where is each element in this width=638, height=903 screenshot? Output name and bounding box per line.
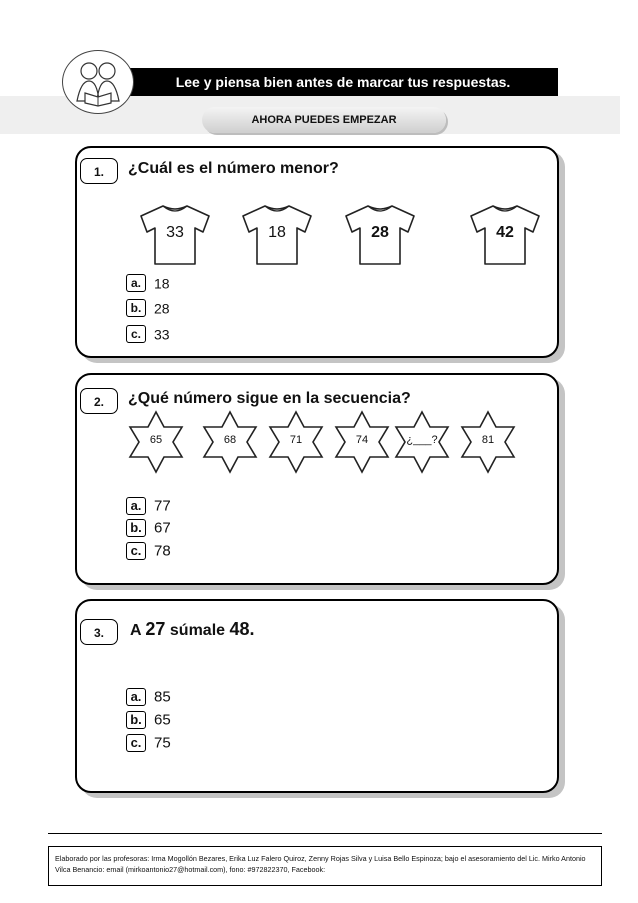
question-1-number: 1. bbox=[80, 158, 118, 184]
question-1-option-b[interactable] bbox=[126, 298, 170, 316]
children-reading-logo bbox=[62, 50, 134, 114]
option-letter: b. bbox=[126, 519, 146, 537]
option-value: 18 bbox=[154, 275, 170, 292]
option-value: 67 bbox=[154, 519, 171, 537]
option-value: 33 bbox=[154, 326, 170, 343]
star-number: 71 bbox=[289, 434, 303, 446]
option-letter: a. bbox=[126, 497, 146, 515]
option-letter: c. bbox=[126, 542, 146, 560]
option-letter: c. bbox=[126, 325, 146, 343]
question-1-text: ¿Cuál es el número menor? bbox=[128, 160, 339, 177]
shirt-28 bbox=[342, 202, 418, 268]
option-letter: c. bbox=[126, 734, 146, 752]
star-number: 74 bbox=[355, 434, 369, 446]
star-number: 81 bbox=[481, 434, 495, 446]
question-3-text bbox=[130, 619, 255, 640]
option-value: 75 bbox=[154, 734, 171, 752]
option-letter: b. bbox=[126, 711, 146, 729]
shirt-33 bbox=[137, 202, 213, 268]
question-3-number-a: 27 bbox=[145, 619, 166, 639]
start-banner: AHORA PUEDES EMPEZAR bbox=[202, 107, 446, 133]
star-68 bbox=[198, 410, 262, 474]
footer-divider bbox=[48, 833, 602, 834]
question-1-option-a[interactable] bbox=[126, 273, 170, 291]
star-74 bbox=[330, 410, 394, 474]
shirt-number: 42 bbox=[496, 224, 514, 241]
option-letter: a. bbox=[126, 274, 146, 292]
shirt-42 bbox=[467, 202, 543, 268]
shirt-number: 28 bbox=[371, 224, 389, 241]
question-1-option-c[interactable] bbox=[126, 324, 170, 342]
star-65 bbox=[124, 410, 188, 474]
question-3-option-c[interactable] bbox=[126, 733, 171, 751]
option-value: 65 bbox=[154, 711, 171, 729]
star-71 bbox=[264, 410, 328, 474]
option-value: 78 bbox=[154, 542, 171, 560]
question-2-option-b[interactable] bbox=[126, 518, 171, 536]
star-number: 65 bbox=[149, 434, 163, 446]
question-3-option-b[interactable] bbox=[126, 710, 171, 728]
option-value: 85 bbox=[154, 688, 171, 706]
option-letter: a. bbox=[126, 688, 146, 706]
question-3-number: 3. bbox=[80, 619, 118, 645]
footer-credits: Elaborado por las profesoras: Irma Mogollón Bezares, Erika Luz Falero Quiroz, Zenny Rojas Silva y Luisa Bello Espinoza; bajo el asesoramiento del Lic. Mirko Antonio Vilca Benancio: email (mirkoantonio27@hotmail.com), fono: #972822370, Facebook: bbox=[48, 846, 602, 886]
question-3-verb: súmale bbox=[169, 622, 226, 639]
option-letter: b. bbox=[126, 299, 146, 317]
page-title: Lee y piensa bien antes de marcar tus respuestas. bbox=[98, 68, 558, 96]
question-3-option-a[interactable] bbox=[126, 687, 171, 705]
shirt-number: 18 bbox=[268, 224, 286, 241]
question-2-option-c[interactable] bbox=[126, 541, 171, 559]
star-81 bbox=[456, 410, 520, 474]
shirt-number: 33 bbox=[166, 224, 184, 241]
question-2-number: 2. bbox=[80, 388, 118, 414]
star-missing bbox=[390, 410, 454, 474]
option-value: 28 bbox=[154, 300, 170, 317]
question-3-prefix: A bbox=[130, 622, 141, 639]
star-number: ¿___? bbox=[406, 434, 438, 446]
question-2-option-a[interactable] bbox=[126, 496, 171, 514]
option-value: 77 bbox=[154, 497, 171, 515]
shirt-18 bbox=[239, 202, 315, 268]
question-2-text: ¿Qué número sigue en la secuencia? bbox=[128, 390, 411, 407]
question-3-number-b: 48. bbox=[229, 619, 255, 639]
star-number: 68 bbox=[223, 434, 237, 446]
